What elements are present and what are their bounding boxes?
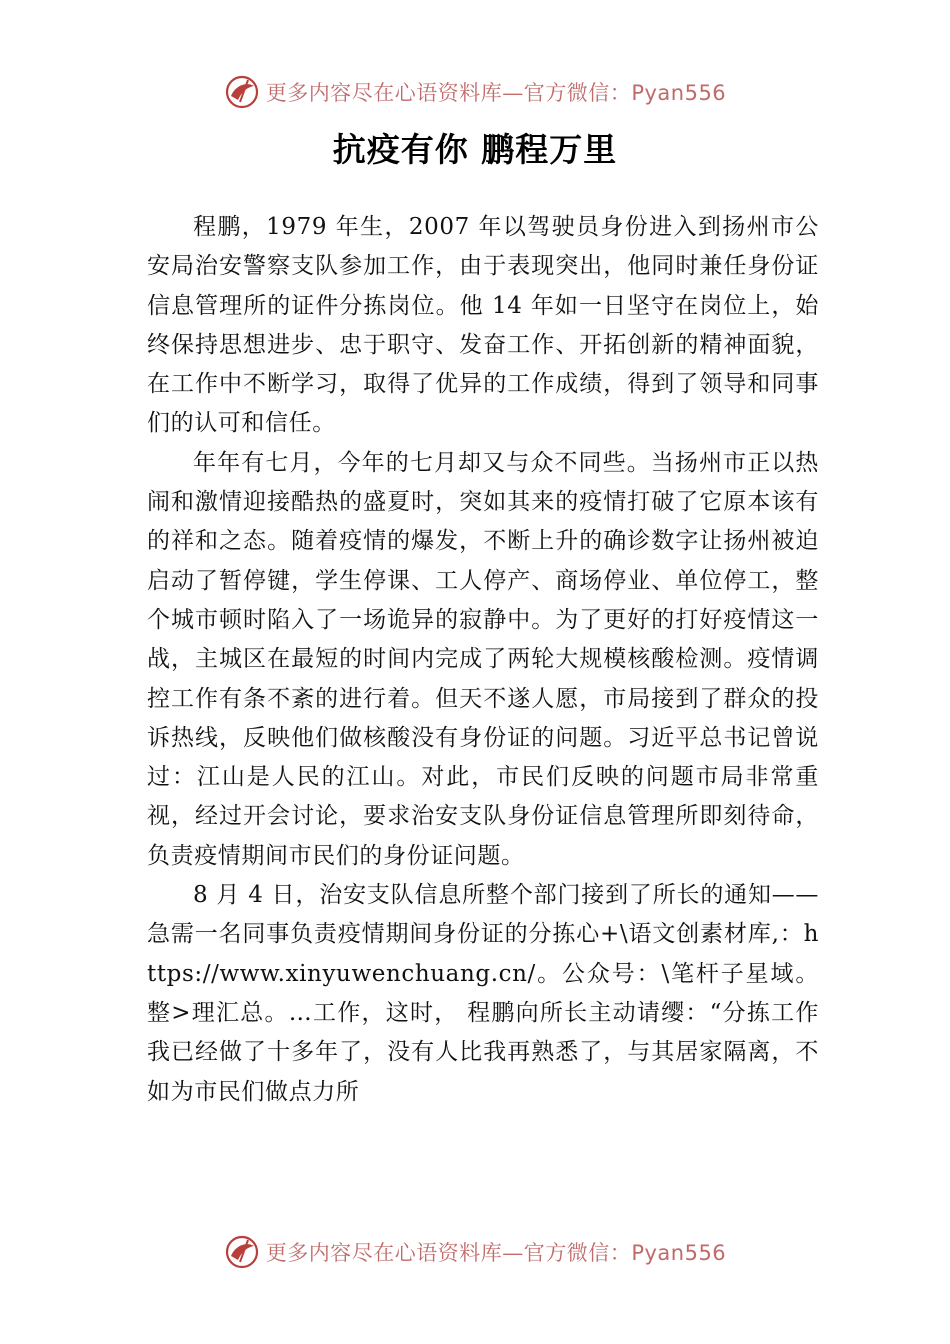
brand-logo-icon	[224, 74, 260, 110]
footer-watermark	[0, 1230, 950, 1274]
footer-wechat-id: Pyan556	[631, 1241, 727, 1265]
brand-logo-icon	[224, 1234, 260, 1270]
paragraph-1: 程鹏，1979 年生，2007 年以驾驶员身份进入到扬州市公安局治安警察支队参加工作，由于表现突出，他同时兼任身份证信息管理所的证件分拣岗位。他 14 年如一日坚守在岗位上，始终保持思想进步、忠于职守、发奋工作、开拓创新的精神面貌，在工作中不断学习，取得了优异的工作成绩，得到了领导和同事们的认可和信任。	[147, 214, 819, 437]
header-watermark-text: 更多内容尽在心语资料库—官方微信：Pyan556	[265, 81, 727, 105]
paragraph-3: 8 月 4 日，治安支队信息所整个部门接到了所长的通知——急需一名同事负责疫情期间身份证的分拣心+\语文创素材库,：https://www.xinyuwenchuang.cn/。公众号：\笔杆子星域。整>理汇总。…工作，这时， 程鹏向所长主动请缨：“分拣工作我已经做了十多年了，没有人比我再熟悉了，与其居家隔离，不如为市民们做点力所	[147, 882, 819, 1105]
document-title: 抗疫有你 鹏程万里	[332, 130, 618, 169]
paragraph-2: 年年有七月，今年的七月却又与众不同些。当扬州市正以热闹和激情迎接酷热的盛夏时，突如其来的疫情打破了它原本该有的祥和之态。随着疫情的爆发，不断上升的确诊数字让扬州被迫启动了暂停键，学生停课、工人停产、商场停业、单位停工，整个城市顿时陷入了一场诡异的寂静中。为了更好的打好疫情这一战，主城区在最短的时间内完成了两轮大规模核酸检测。疫情调控工作有条不紊的进行着。但天不遂人愿，市局接到了群众的投诉热线，反映他们做核酸没有身份证的问题。习近平总书记曾说过：江山是人民的江山。对此，市民们反映的问题市局非常重视，经过开会讨论，要求治安支队身份证信息管理所即刻待命，负责疫情期间市民们的身份证问题。	[147, 449, 819, 869]
document-body	[147, 208, 819, 1112]
footer-watermark-text: 更多内容尽在心语资料库—官方微信：Pyan556	[265, 1241, 727, 1265]
header-watermark	[0, 70, 950, 114]
header-wechat-id: Pyan556	[631, 81, 727, 105]
